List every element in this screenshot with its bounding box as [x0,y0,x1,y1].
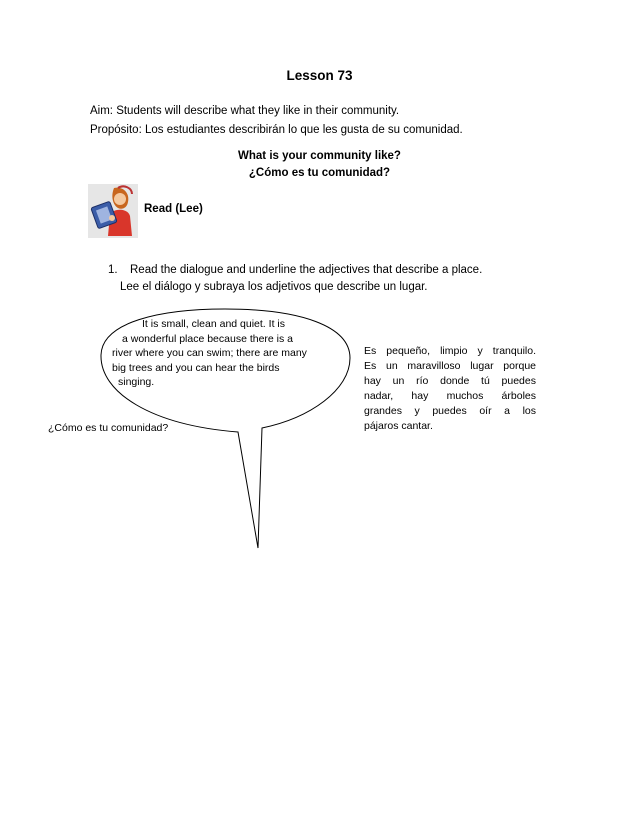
spanish-line: pájaros cantar. [364,420,433,432]
spanish-line: Es un maravilloso lugar porque [364,360,536,372]
bubble-line: river where you can swim; there are many [112,347,307,359]
spanish-line: grandes y puedes oír a los [364,405,536,417]
spanish-line: nadar, hay muchos árboles [364,390,536,402]
instruction-spanish: Lee el diálogo y subraya los adjetivos que describe un lugar. [120,281,428,293]
instruction-english: Read the dialogue and underline the adjectives that describe a place. [130,264,483,276]
community-question: ¿Cómo es tu comunidad? [48,422,169,434]
bubble-line: singing. [118,376,155,388]
aim-spanish: Propósito: Los estudiantes describirán lo que les gusta de su comunidad. [90,124,463,136]
spanish-line: hay un río donde tú puedes [364,375,536,387]
question-english: What is your community like? [238,150,401,162]
instruction-number: 1. [108,264,118,276]
read-label: Read (Lee) [144,203,203,215]
aim-english: Aim: Students will describe what they like in their community. [90,105,400,117]
speech-bubble-text [108,317,338,390]
bubble-line: big trees and you can hear the birds [112,361,280,374]
bubble-line: It is small, clean and quiet. It is [142,318,285,330]
bubble-line: a wonderful place because there is a [122,332,294,345]
spanish-line: Es pequeño, limpio y tranquilo. [364,345,536,357]
spanish-paragraph [364,344,536,434]
question-spanish: ¿Cómo es tu comunidad? [248,167,391,179]
lesson-title: Lesson 73 [286,68,353,83]
